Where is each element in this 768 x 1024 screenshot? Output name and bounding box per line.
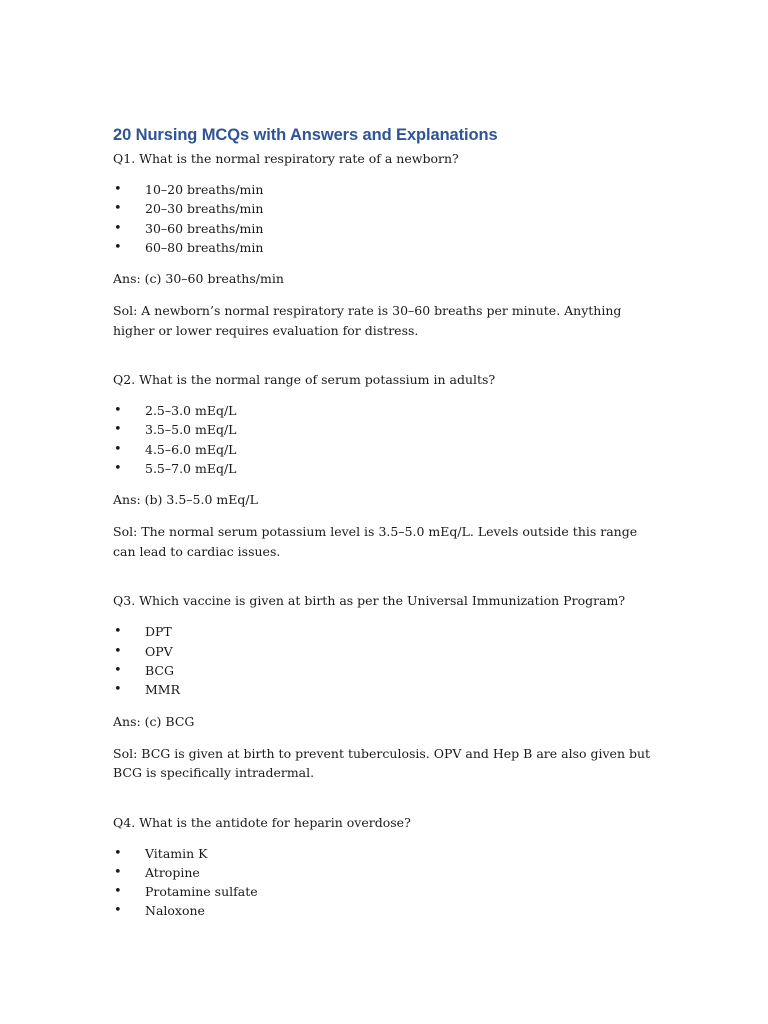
question-block-3 bbox=[113, 592, 653, 782]
option-list bbox=[113, 180, 653, 257]
question-text: Q2. What is the normal range of serum potassium in adults? bbox=[113, 372, 496, 388]
option-item bbox=[113, 882, 653, 901]
bullet-icon: • bbox=[114, 201, 122, 217]
bullet-icon: • bbox=[114, 239, 122, 255]
option-label: Naloxone bbox=[145, 903, 205, 919]
option-list bbox=[113, 844, 653, 921]
option-label: Vitamin K bbox=[145, 845, 208, 861]
option-item bbox=[113, 863, 653, 882]
solution-text: Sol: The normal serum potassium level is 3.5–5.0 mEq/L. Levels outside this range can lead to cardiac issues. bbox=[113, 524, 638, 559]
answer-text: Ans: (c) BCG bbox=[113, 713, 195, 729]
bullet-icon: • bbox=[114, 643, 122, 659]
question-block-4 bbox=[113, 814, 653, 921]
option-item bbox=[113, 661, 653, 680]
option-label: 10–20 breaths/min bbox=[145, 182, 264, 197]
option-item bbox=[113, 420, 653, 439]
option-list bbox=[113, 401, 653, 478]
answer-text: Ans: (b) 3.5–5.0 mEq/L bbox=[113, 492, 258, 508]
option-label: 60–80 breaths/min bbox=[145, 239, 264, 255]
bullet-icon: • bbox=[114, 441, 122, 457]
question-block-2 bbox=[113, 371, 653, 561]
question-text: Q3. Which vaccine is given at birth as per the Universal Immunization Program? bbox=[113, 593, 626, 609]
option-label: 20–30 breaths/min bbox=[145, 201, 264, 217]
question-text: Q4. What is the antidote for heparin overdose? bbox=[113, 814, 411, 830]
option-label: OPV bbox=[145, 643, 173, 659]
bullet-icon: • bbox=[114, 662, 122, 678]
bullet-icon: • bbox=[114, 422, 122, 438]
option-item bbox=[113, 440, 653, 459]
bullet-icon: • bbox=[114, 403, 122, 419]
bullet-icon: • bbox=[114, 461, 122, 477]
option-item bbox=[113, 680, 653, 699]
option-label: Atropine bbox=[145, 864, 200, 880]
option-item bbox=[113, 219, 653, 238]
option-label: BCG bbox=[145, 662, 174, 678]
option-label: MMR bbox=[145, 682, 181, 698]
question-block-1 bbox=[113, 150, 653, 340]
bullet-icon: • bbox=[114, 903, 122, 919]
option-label: 4.5–6.0 mEq/L bbox=[145, 441, 237, 457]
option-label: 5.5–7.0 mEq/L bbox=[145, 461, 237, 477]
option-item bbox=[113, 459, 653, 478]
document-page bbox=[113, 124, 653, 921]
option-item bbox=[113, 180, 653, 199]
bullet-icon: • bbox=[114, 864, 122, 880]
bullet-icon: • bbox=[114, 682, 122, 698]
bullet-icon: • bbox=[114, 624, 122, 640]
solution-text: Sol: A newborn’s normal respiratory rate is 30–60 breaths per minute. Anything higher or lower requires evaluation for distress. bbox=[113, 303, 622, 338]
question-text: Q1. What is the normal respiratory rate of a newborn? bbox=[113, 151, 459, 166]
option-label: DPT bbox=[145, 624, 172, 640]
solution-text: Sol: BCG is given at birth to prevent tuberculosis. OPV and Hep B are also given but BCG is specifically intradermal. bbox=[113, 745, 651, 781]
bullet-icon: • bbox=[114, 182, 122, 197]
option-list bbox=[113, 622, 653, 699]
option-item bbox=[113, 199, 653, 218]
option-item bbox=[113, 238, 653, 257]
answer-text: Ans: (c) 30–60 breaths/min bbox=[113, 271, 284, 287]
option-label: 3.5–5.0 mEq/L bbox=[145, 422, 237, 438]
option-item bbox=[113, 622, 653, 641]
option-label: 30–60 breaths/min bbox=[145, 220, 264, 236]
bullet-icon: • bbox=[114, 845, 122, 861]
option-item bbox=[113, 844, 653, 863]
option-label: 2.5–3.0 mEq/L bbox=[145, 403, 237, 419]
document-title: 20 Nursing MCQs with Answers and Explanations bbox=[113, 126, 498, 144]
bullet-icon: • bbox=[114, 884, 122, 900]
option-item bbox=[113, 401, 653, 420]
option-item bbox=[113, 642, 653, 661]
bullet-icon: • bbox=[114, 220, 122, 236]
option-label: Protamine sulfate bbox=[145, 884, 258, 900]
option-item bbox=[113, 901, 653, 920]
